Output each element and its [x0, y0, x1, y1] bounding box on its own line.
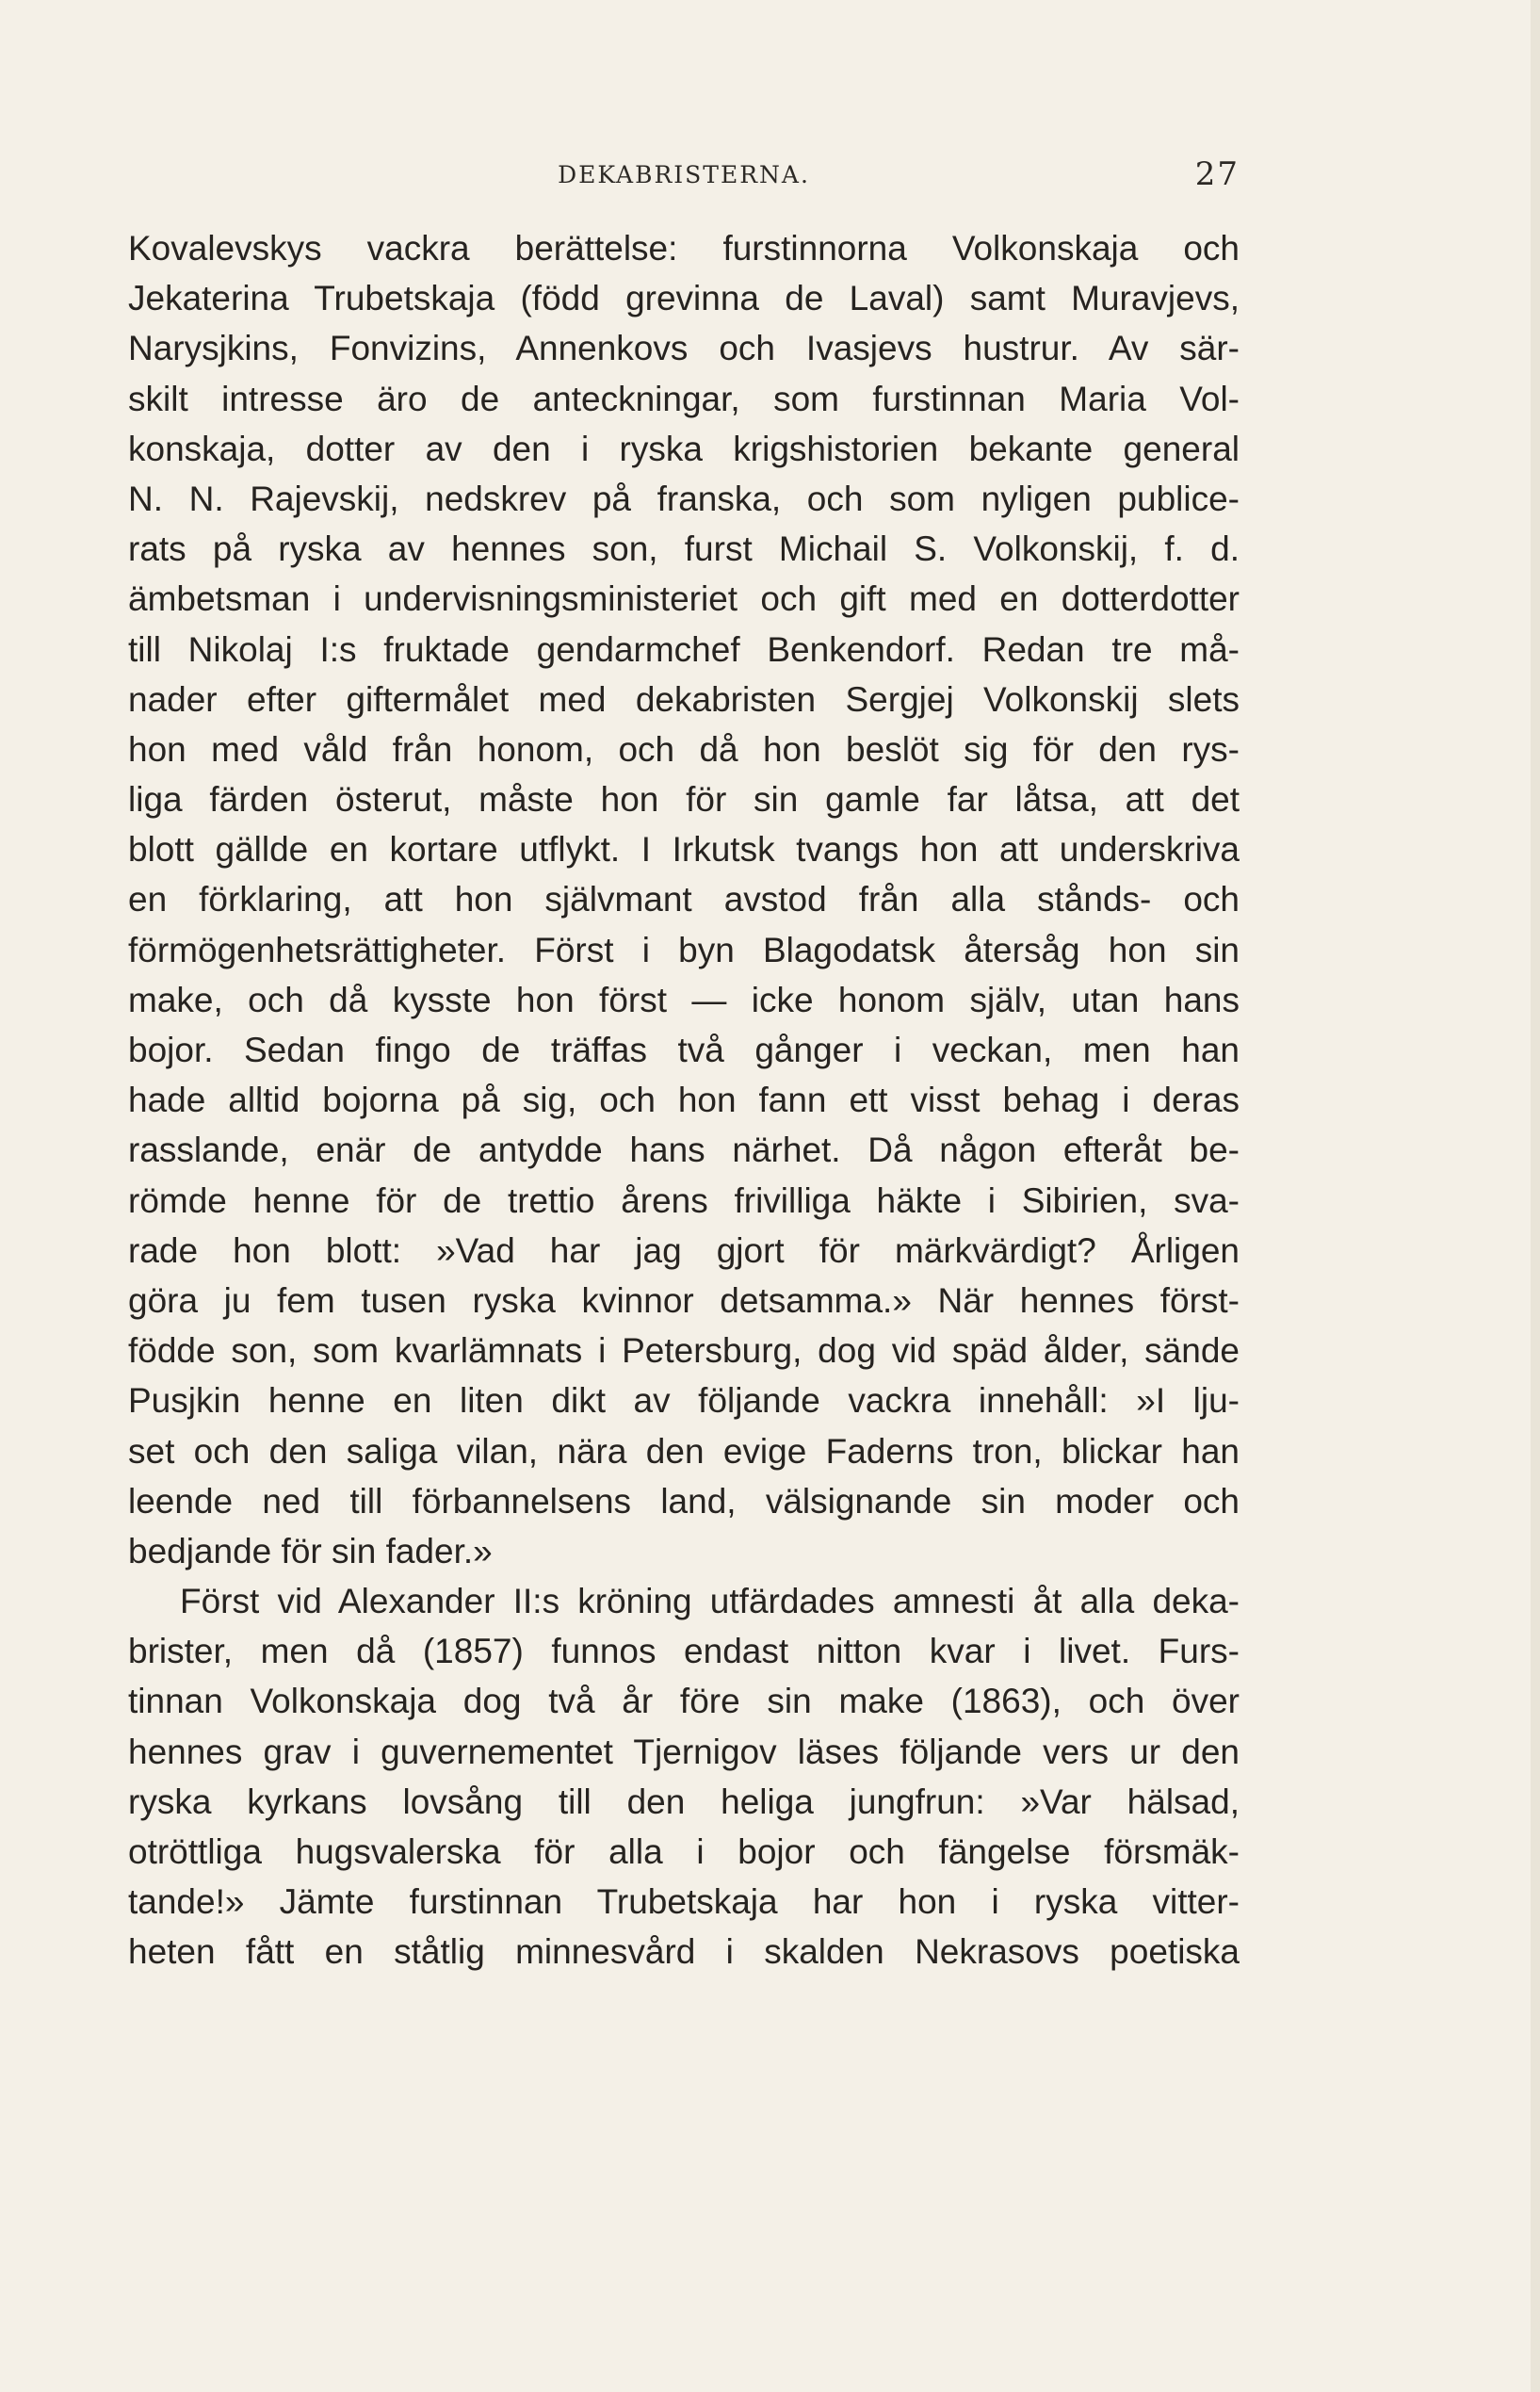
body-text — [128, 223, 1240, 1977]
text-line: liga färden österut, måste hon för sin gamle far låtsa, att det — [128, 780, 1240, 820]
text-line: till Nikolaj I:s fruktade gendarmchef Benkendorf. Redan tre må- — [128, 629, 1240, 669]
text-line: ämbetsman i undervisningsministeriet och gift med en dotterdotter — [128, 579, 1240, 619]
text-line: göra ju fem tusen ryska kvinnor detsamma.» När hennes först- — [128, 1280, 1240, 1320]
text-line: tinnan Volkonskaja dog två år före sin make (1863), och över — [128, 1682, 1240, 1721]
page-number: 27 — [1194, 155, 1240, 193]
text-line: N. N. Rajevskij, nedskrev på franska, och som nyligen publice- — [128, 479, 1240, 518]
text-line: bojor. Sedan fingo de träffas två gånger i veckan, men han — [128, 1031, 1240, 1069]
text-line: Jekaterina Trubetskaja (född grevinna de Laval) samt Muravjevs, — [128, 279, 1240, 318]
text-line: en förklaring, att hon självmant avstod från alla stånds- och — [128, 880, 1240, 919]
text-line: förmögenhetsrättigheter. Först i byn Blagodatsk återsåg hon sin — [128, 930, 1240, 969]
page-edge — [1531, 0, 1540, 2392]
text-line: set och den saliga vilan, nära den evige Faderns tron, blickar han — [128, 1431, 1240, 1471]
text-line: födde son, som kvarlämnats i Petersburg, dog vid späd ålder, sände — [128, 1331, 1240, 1371]
text-line: Pusjkin henne en liten dikt av följande vackra innehåll: »I lju- — [128, 1381, 1240, 1421]
text-line: make, och då kysste hon först — icke honom själv, utan hans — [128, 980, 1240, 1019]
text-line: rats på ryska av hennes son, furst Michail S. Volkonskij, f. d. — [128, 529, 1240, 569]
text-line: heten fått en ståtlig minnesvård i skalden Nekrasovs poetiska — [128, 1932, 1240, 1972]
text-line: konskaja, dotter av den i ryska krigshistorien bekante general — [128, 429, 1240, 468]
paragraph-end-line: bedjande för sin fader.» — [128, 1531, 493, 1570]
text-line: römde henne för de trettio årens frivilliga häkte i Sibirien, sva- — [128, 1180, 1240, 1220]
text-line: rasslande, enär de antydde hans närhet. Då någon efteråt be- — [128, 1131, 1240, 1170]
page-header — [128, 155, 1240, 203]
text-line: Kovalevskys vackra berättelse: furstinnorna Volkonskaja och — [128, 229, 1240, 268]
paragraph-start-line: Först vid Alexander II:s kröning utfärdades amnesti åt alla deka- — [180, 1582, 1240, 1621]
text-line: tande!» Jämte furstinnan Trubetskaja har hon i ryska vitter- — [128, 1882, 1240, 1922]
text-line: skilt intresse äro de anteckningar, som furstinnan Maria Vol- — [128, 379, 1240, 418]
text-line: hennes grav i guvernementet Tjernigov läses följande vers ur den — [128, 1732, 1240, 1771]
text-line: hon med våld från honom, och då hon beslöt sig för den rys- — [128, 729, 1240, 769]
text-line: otröttliga hugsvalerska för alla i bojor och fängelse försmäk- — [128, 1832, 1240, 1871]
text-line: nader efter giftermålet med dekabristen Sergjej Volkonskij slets — [128, 679, 1240, 719]
text-line: hade alltid bojorna på sig, och hon fann ett visst behag i deras — [128, 1081, 1240, 1120]
text-line: brister, men då (1857) funnos endast nitton kvar i livet. Furs- — [128, 1632, 1240, 1671]
text-line: ryska kyrkans lovsång till den heliga jungfrun: »Var hälsad, — [128, 1782, 1240, 1821]
text-line: blott gällde en kortare utflykt. I Irkutsk tvangs hon att underskriva — [128, 830, 1240, 870]
text-line: rade hon blott: »Vad har jag gjort för märkvärdigt? Årligen — [128, 1230, 1240, 1270]
running-title: DEKABRISTERNA. — [558, 161, 810, 188]
text-line: leende ned till förbannelsens land, välsignande sin moder och — [128, 1481, 1240, 1521]
text-line: Narysjkins, Fonvizins, Annenkovs och Ivasjevs hustrur. Av sär- — [128, 329, 1240, 368]
